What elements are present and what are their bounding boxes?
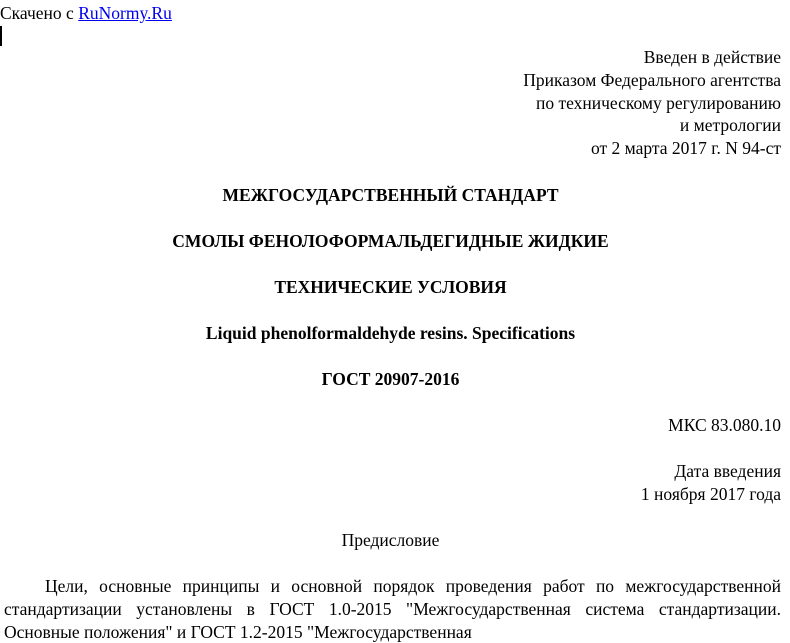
document-title: СМОЛЫ ФЕНОЛОФОРМАЛЬДЕГИДНЫЕ ЖИДКИЕ (172, 231, 609, 251)
mks-code: МКС 83.080.10 (668, 415, 781, 435)
approval-line: Введен в действие (643, 47, 781, 67)
approval-line: по техническому регулированию (535, 92, 781, 113)
source-line (0, 2, 172, 25)
approval-line: Приказом Федерального агентства (523, 69, 781, 90)
foreword-heading: Предисловие (341, 530, 440, 550)
text-cursor (0, 26, 2, 46)
source-link[interactable]: RuNormy.Ru (78, 3, 172, 23)
approval-block (523, 46, 781, 160)
foreword-paragraph (4, 575, 781, 643)
standard-type-heading: МЕЖГОСУДАРСТВЕННЫЙ СТАНДАРТ (222, 185, 559, 205)
intro-date-value: 1 ноября 2017 года (640, 484, 781, 504)
gost-number: ГОСТ 20907-2016 (321, 369, 460, 389)
foreword-text: Цели, основные принципы и основной порядок проведения работ по межгосударственной стандартизации установлены в ГОСТ 1.0-2015 "Межгосударственная система стандартизации. Основные положения" и ГОСТ 1.2-2015 "Межгосударственная (4, 576, 781, 642)
intro-date-label: Дата введения (674, 461, 781, 481)
approval-line: от 2 марта 2017 г. N 94-ст (591, 138, 781, 159)
document-subtitle: ТЕХНИЧЕСКИЕ УСЛОВИЯ (274, 277, 507, 297)
english-title: Liquid phenolformaldehyde resins. Specifications (205, 323, 576, 343)
approval-line: и метрологии (679, 115, 781, 136)
source-prefix: Скачено с (0, 3, 79, 23)
